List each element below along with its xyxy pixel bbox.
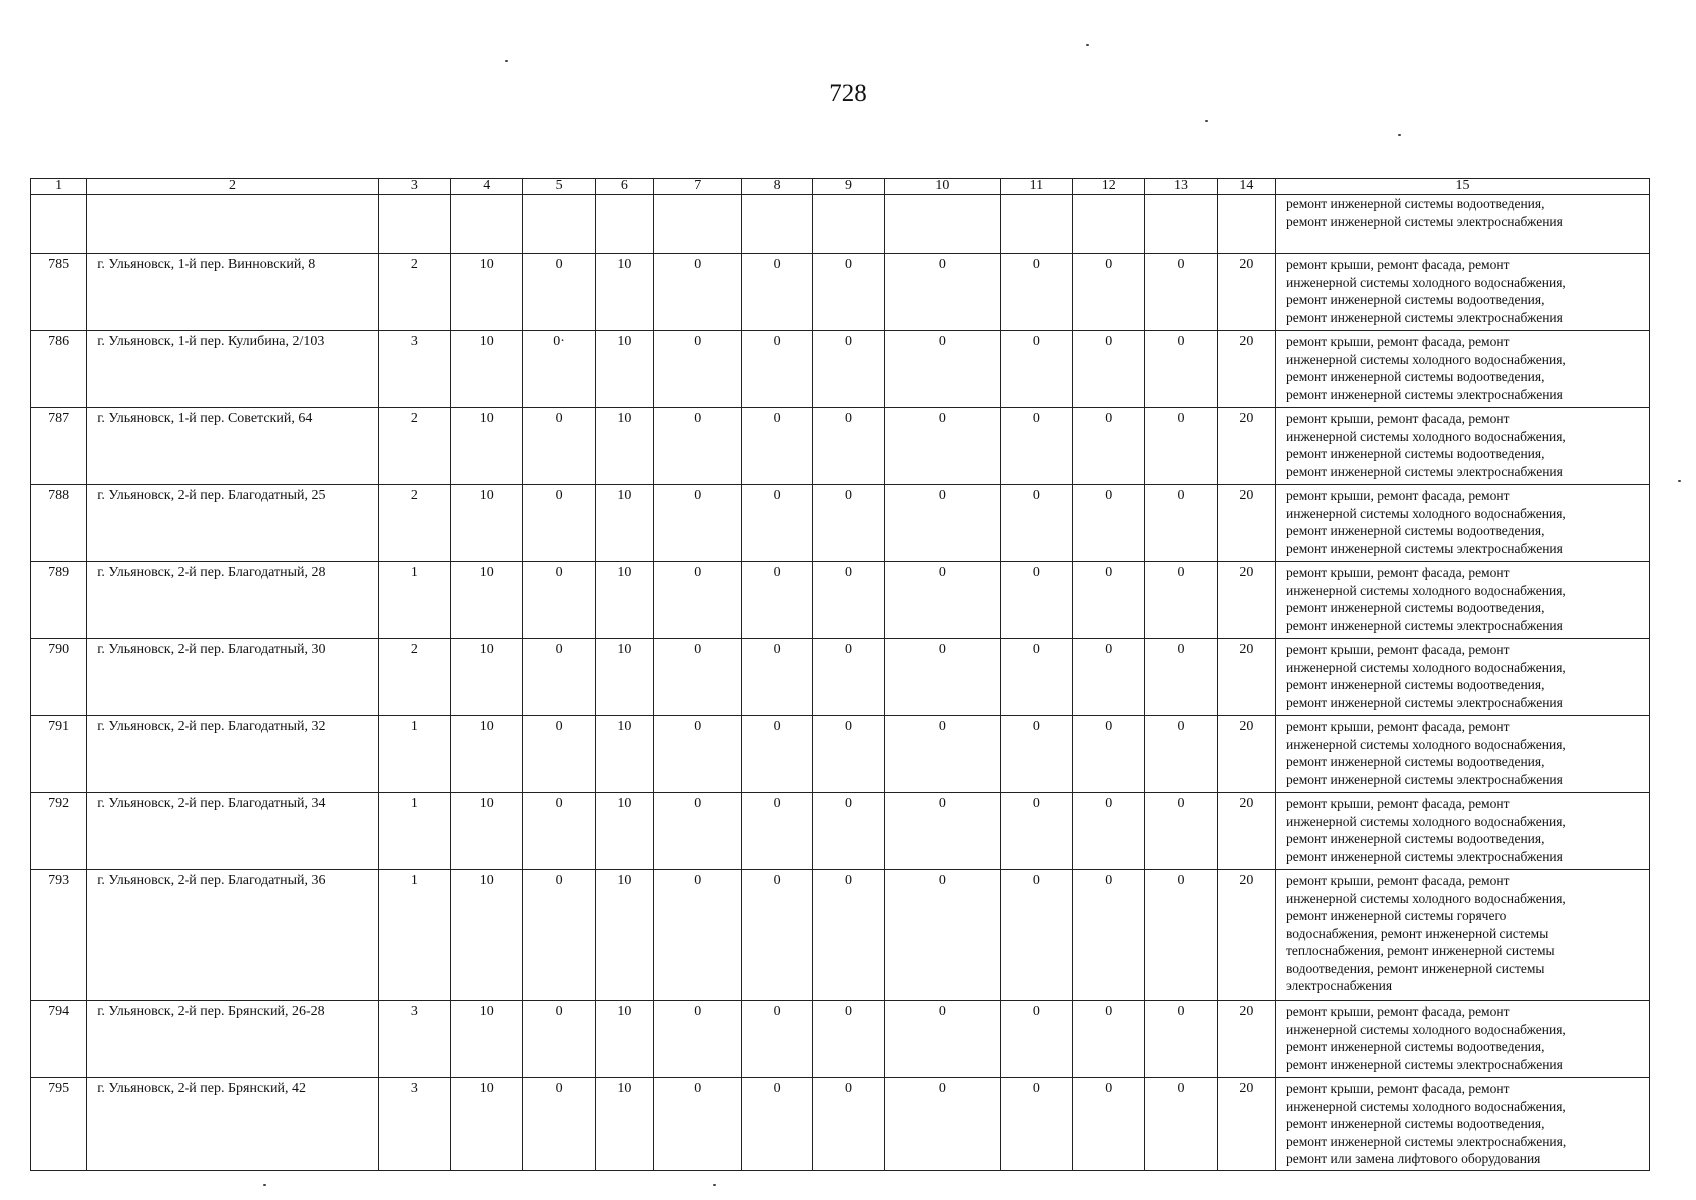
value-cell: 10: [595, 408, 653, 485]
column-number: 13: [1145, 179, 1217, 195]
row-number-cell: 787: [31, 408, 87, 485]
column-number: 5: [523, 179, 595, 195]
table-row: [31, 1001, 1650, 1078]
value-cell: 1: [378, 562, 450, 639]
table-row: [31, 793, 1650, 870]
value-cell: 0: [742, 716, 812, 793]
value-cell: 0: [1145, 793, 1217, 870]
value-cell: 20: [1217, 331, 1275, 408]
value-cell: 0: [1073, 793, 1145, 870]
value-cell: 0: [812, 716, 884, 793]
value-cell: 0: [654, 485, 742, 562]
address-cell: г. Ульяновск, 2-й пер. Благодатный, 28: [87, 562, 378, 639]
value-cell: 10: [595, 485, 653, 562]
scan-speck: [1205, 120, 1208, 122]
table-row: [31, 562, 1650, 639]
value-cell: 10: [595, 1078, 653, 1171]
value-cell: 0: [1073, 1078, 1145, 1171]
value-cell: 10: [451, 793, 523, 870]
value-cell: 0: [654, 254, 742, 331]
value-cell: 0: [654, 408, 742, 485]
value-cell: 3: [378, 1078, 450, 1171]
value-cell: 0: [812, 1001, 884, 1078]
value-cell: 10: [451, 716, 523, 793]
value-cell: 1: [378, 870, 450, 1001]
value-cell: 0: [742, 331, 812, 408]
table-cell: [31, 195, 87, 254]
table-cell: [1217, 195, 1275, 254]
column-number: 1: [31, 179, 87, 195]
works-cell: ремонт крыши, ремонт фасада, ремонт инженерной системы холодного водоснабжения, ремонт инженерной системы водоотведения, ремонт инженерной системы электроснабжения: [1276, 254, 1650, 331]
value-cell: 10: [451, 562, 523, 639]
table-row: [31, 408, 1650, 485]
value-cell: 0: [885, 254, 1001, 331]
value-cell: 10: [595, 870, 653, 1001]
value-cell: 0: [1000, 254, 1072, 331]
value-cell: 0: [654, 331, 742, 408]
value-cell: 0: [654, 870, 742, 1001]
value-cell: 0: [812, 562, 884, 639]
value-cell: 0: [523, 1001, 595, 1078]
row-number-cell: 795: [31, 1078, 87, 1171]
value-cell: 0: [742, 639, 812, 716]
value-cell: 0: [523, 562, 595, 639]
value-cell: 0: [654, 716, 742, 793]
column-number: 10: [885, 179, 1001, 195]
value-cell: 0: [812, 485, 884, 562]
table-cell: [812, 195, 884, 254]
value-cell: 20: [1217, 1001, 1275, 1078]
value-cell: 10: [595, 639, 653, 716]
address-cell: г. Ульяновск, 2-й пер. Брянский, 42: [87, 1078, 378, 1171]
value-cell: 0: [742, 408, 812, 485]
works-cell: ремонт крыши, ремонт фасада, ремонт инженерной системы холодного водоснабжения, ремонт инженерной системы водоотведения, ремонт инженерной системы электроснабжения: [1276, 639, 1650, 716]
value-cell: 0: [1000, 562, 1072, 639]
value-cell: 0: [1073, 485, 1145, 562]
value-cell: 0: [1145, 485, 1217, 562]
value-cell: 2: [378, 408, 450, 485]
table-row: [31, 331, 1650, 408]
value-cell: 0: [523, 870, 595, 1001]
value-cell: 0: [1000, 485, 1072, 562]
value-cell: 0: [1145, 254, 1217, 331]
value-cell: 20: [1217, 254, 1275, 331]
value-cell: 0: [742, 1001, 812, 1078]
value-cell: 0: [742, 1078, 812, 1171]
table-cell: [1145, 195, 1217, 254]
value-cell: 0: [1000, 408, 1072, 485]
works-cell: ремонт инженерной системы водоотведения, ремонт инженерной системы электроснабжения: [1276, 195, 1650, 254]
value-cell: 0·: [523, 331, 595, 408]
row-number-cell: 788: [31, 485, 87, 562]
value-cell: 0: [885, 408, 1001, 485]
value-cell: 0: [812, 870, 884, 1001]
value-cell: 0: [1073, 331, 1145, 408]
value-cell: 0: [1145, 870, 1217, 1001]
table-cell: [654, 195, 742, 254]
value-cell: 0: [1000, 870, 1072, 1001]
value-cell: 0: [1145, 408, 1217, 485]
row-number-cell: 789: [31, 562, 87, 639]
value-cell: 10: [595, 716, 653, 793]
column-number: 4: [451, 179, 523, 195]
table-body: [31, 179, 1650, 1171]
value-cell: 10: [451, 408, 523, 485]
value-cell: 0: [1073, 562, 1145, 639]
value-cell: 0: [1145, 639, 1217, 716]
value-cell: 20: [1217, 562, 1275, 639]
row-number-cell: 785: [31, 254, 87, 331]
table-cell: [595, 195, 653, 254]
row-number-cell: 793: [31, 870, 87, 1001]
value-cell: 20: [1217, 408, 1275, 485]
registry-table: [30, 178, 1650, 1171]
value-cell: 0: [885, 793, 1001, 870]
value-cell: 0: [812, 1078, 884, 1171]
value-cell: 0: [812, 408, 884, 485]
table-row: [31, 716, 1650, 793]
works-cell: ремонт крыши, ремонт фасада, ремонт инженерной системы холодного водоснабжения, ремонт инженерной системы водоотведения, ремонт инженерной системы электроснабжения: [1276, 1001, 1650, 1078]
value-cell: 0: [885, 870, 1001, 1001]
table-cell: [378, 195, 450, 254]
column-number: 11: [1000, 179, 1072, 195]
value-cell: 0: [1000, 1001, 1072, 1078]
table-cell: [523, 195, 595, 254]
value-cell: 0: [1073, 639, 1145, 716]
table-cell: [1073, 195, 1145, 254]
value-cell: 0: [1000, 1078, 1072, 1171]
scan-speck: [713, 1184, 716, 1186]
column-number: 12: [1073, 179, 1145, 195]
value-cell: 0: [885, 1078, 1001, 1171]
value-cell: 0: [1000, 639, 1072, 716]
value-cell: 0: [885, 639, 1001, 716]
value-cell: 10: [451, 639, 523, 716]
column-number: 2: [87, 179, 378, 195]
value-cell: 10: [451, 254, 523, 331]
column-number-row: [31, 179, 1650, 195]
column-number: 6: [595, 179, 653, 195]
value-cell: 0: [523, 639, 595, 716]
value-cell: 0: [742, 562, 812, 639]
value-cell: 0: [1145, 716, 1217, 793]
works-cell: ремонт крыши, ремонт фасада, ремонт инженерной системы холодного водоснабжения, ремонт инженерной системы водоотведения, ремонт инженерной системы электроснабжения: [1276, 716, 1650, 793]
value-cell: 0: [1000, 331, 1072, 408]
value-cell: 2: [378, 254, 450, 331]
value-cell: 0: [812, 793, 884, 870]
value-cell: 0: [812, 639, 884, 716]
value-cell: 10: [595, 562, 653, 639]
value-cell: 20: [1217, 1078, 1275, 1171]
value-cell: 10: [451, 485, 523, 562]
value-cell: 0: [1073, 254, 1145, 331]
value-cell: 20: [1217, 793, 1275, 870]
row-number-cell: 792: [31, 793, 87, 870]
works-cell: ремонт крыши, ремонт фасада, ремонт инженерной системы холодного водоснабжения, ремонт инженерной системы горячего водоснабжения, ремонт инженерной системы теплоснабжения, ремонт инженерной системы водоотведения, ремонт инженерной системы электроснабжения: [1276, 870, 1650, 1001]
value-cell: 10: [595, 793, 653, 870]
column-number: 3: [378, 179, 450, 195]
value-cell: 0: [523, 485, 595, 562]
value-cell: 0: [654, 793, 742, 870]
scan-speck: [1086, 44, 1089, 46]
table-cell: [87, 195, 378, 254]
value-cell: 0: [523, 1078, 595, 1171]
value-cell: 2: [378, 485, 450, 562]
scan-speck: [1678, 480, 1681, 482]
value-cell: 2: [378, 639, 450, 716]
table-cell: [451, 195, 523, 254]
value-cell: 0: [742, 485, 812, 562]
address-cell: г. Ульяновск, 2-й пер. Благодатный, 34: [87, 793, 378, 870]
value-cell: 0: [523, 716, 595, 793]
value-cell: 0: [1073, 408, 1145, 485]
address-cell: г. Ульяновск, 2-й пер. Благодатный, 36: [87, 870, 378, 1001]
row-number-cell: 786: [31, 331, 87, 408]
value-cell: 10: [451, 870, 523, 1001]
value-cell: 0: [1073, 716, 1145, 793]
works-cell: ремонт крыши, ремонт фасада, ремонт инженерной системы холодного водоснабжения, ремонт инженерной системы водоотведения, ремонт инженерной системы электроснабжения: [1276, 562, 1650, 639]
value-cell: 0: [742, 254, 812, 331]
value-cell: 0: [1145, 1001, 1217, 1078]
continuation-row: [31, 195, 1650, 254]
table-cell: [885, 195, 1001, 254]
value-cell: 0: [654, 639, 742, 716]
value-cell: 20: [1217, 485, 1275, 562]
value-cell: 0: [1000, 793, 1072, 870]
value-cell: 0: [885, 1001, 1001, 1078]
value-cell: 10: [595, 254, 653, 331]
works-cell: ремонт крыши, ремонт фасада, ремонт инженерной системы холодного водоснабжения, ремонт инженерной системы водоотведения, ремонт инженерной системы электроснабжения: [1276, 793, 1650, 870]
column-number: 15: [1276, 179, 1650, 195]
value-cell: 20: [1217, 716, 1275, 793]
column-number: 9: [812, 179, 884, 195]
value-cell: 0: [654, 1078, 742, 1171]
value-cell: 0: [1073, 870, 1145, 1001]
scan-speck: [1398, 134, 1401, 136]
value-cell: 0: [885, 331, 1001, 408]
value-cell: 0: [523, 793, 595, 870]
value-cell: 0: [1145, 1078, 1217, 1171]
scan-speck: [263, 1184, 266, 1186]
value-cell: 10: [451, 331, 523, 408]
column-number: 8: [742, 179, 812, 195]
column-number: 7: [654, 179, 742, 195]
value-cell: 0: [523, 254, 595, 331]
address-cell: г. Ульяновск, 1-й пер. Советский, 64: [87, 408, 378, 485]
row-number-cell: 791: [31, 716, 87, 793]
table-row: [31, 870, 1650, 1001]
value-cell: 0: [885, 716, 1001, 793]
value-cell: 0: [654, 1001, 742, 1078]
table-row: [31, 639, 1650, 716]
value-cell: 0: [1145, 562, 1217, 639]
column-number: 14: [1217, 179, 1275, 195]
scan-speck: [505, 60, 508, 62]
works-cell: ремонт крыши, ремонт фасада, ремонт инженерной системы холодного водоснабжения, ремонт инженерной системы водоотведения, ремонт инженерной системы электроснабжения: [1276, 408, 1650, 485]
table-cell: [1000, 195, 1072, 254]
row-number-cell: 790: [31, 639, 87, 716]
value-cell: 0: [742, 870, 812, 1001]
value-cell: 3: [378, 331, 450, 408]
value-cell: 1: [378, 716, 450, 793]
value-cell: 1: [378, 793, 450, 870]
value-cell: 0: [885, 562, 1001, 639]
value-cell: 3: [378, 1001, 450, 1078]
table-row: [31, 254, 1650, 331]
works-cell: ремонт крыши, ремонт фасада, ремонт инженерной системы холодного водоснабжения, ремонт инженерной системы водоотведения, ремонт инженерной системы электроснабжения: [1276, 485, 1650, 562]
value-cell: 20: [1217, 639, 1275, 716]
value-cell: 0: [1000, 716, 1072, 793]
row-number-cell: 794: [31, 1001, 87, 1078]
address-cell: г. Ульяновск, 1-й пер. Кулибина, 2/103: [87, 331, 378, 408]
value-cell: 0: [812, 254, 884, 331]
table-row: [31, 1078, 1650, 1171]
value-cell: 0: [654, 562, 742, 639]
value-cell: 10: [451, 1078, 523, 1171]
address-cell: г. Ульяновск, 1-й пер. Винновский, 8: [87, 254, 378, 331]
address-cell: г. Ульяновск, 2-й пер. Благодатный, 30: [87, 639, 378, 716]
value-cell: 0: [1145, 331, 1217, 408]
value-cell: 20: [1217, 870, 1275, 1001]
table-cell: [742, 195, 812, 254]
address-cell: г. Ульяновск, 2-й пер. Брянский, 26-28: [87, 1001, 378, 1078]
value-cell: 10: [595, 331, 653, 408]
works-cell: ремонт крыши, ремонт фасада, ремонт инженерной системы холодного водоснабжения, ремонт инженерной системы водоотведения, ремонт инженерной системы электроснабжения, ремонт или замена лифтового оборудования: [1276, 1078, 1650, 1171]
value-cell: 10: [451, 1001, 523, 1078]
value-cell: 0: [523, 408, 595, 485]
page-number: 728: [829, 80, 867, 107]
table-row: [31, 485, 1650, 562]
value-cell: 0: [1073, 1001, 1145, 1078]
value-cell: 10: [595, 1001, 653, 1078]
address-cell: г. Ульяновск, 2-й пер. Благодатный, 32: [87, 716, 378, 793]
value-cell: 0: [742, 793, 812, 870]
value-cell: 0: [812, 331, 884, 408]
value-cell: 0: [885, 485, 1001, 562]
address-cell: г. Ульяновск, 2-й пер. Благодатный, 25: [87, 485, 378, 562]
works-cell: ремонт крыши, ремонт фасада, ремонт инженерной системы холодного водоснабжения, ремонт инженерной системы водоотведения, ремонт инженерной системы электроснабжения: [1276, 331, 1650, 408]
